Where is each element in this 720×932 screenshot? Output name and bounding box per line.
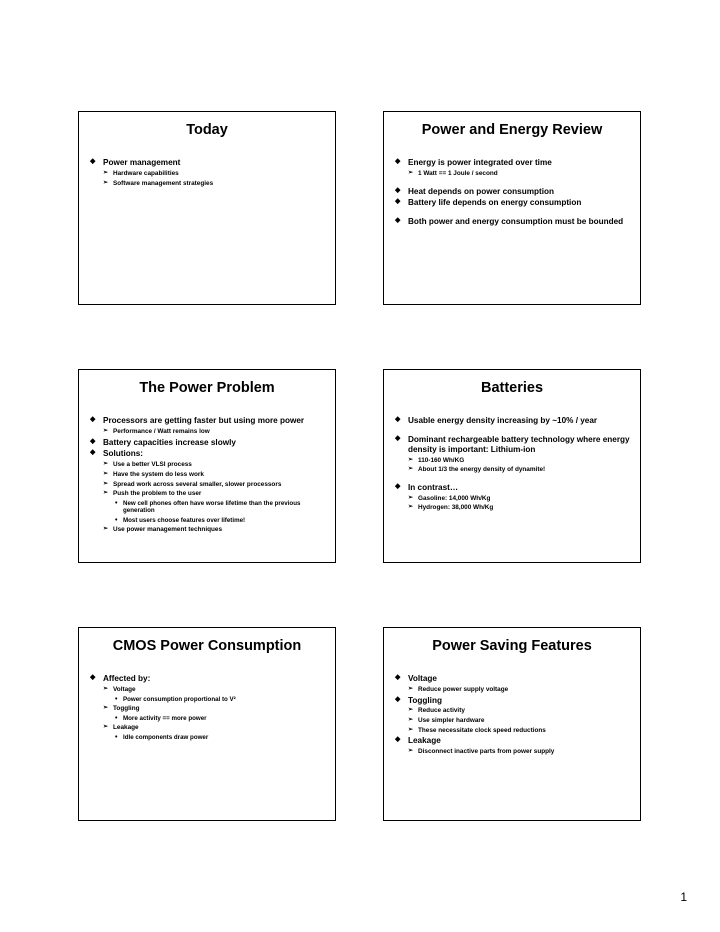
bullet-level-1: ◆ Both power and energy consumption must be bounded xyxy=(394,217,632,227)
slide-body xyxy=(89,672,327,741)
bullet-level-2: ➢ 110-160 Wh/KG xyxy=(394,457,632,465)
bullet-level-3: • Power consumption proportional to V² xyxy=(89,696,327,703)
bullet-level-2: ➢ Use simpler hardware xyxy=(394,717,632,725)
bullet-level-2: ➢ Toggling xyxy=(89,705,327,713)
bullet-level-2: ➢ Reduce activity xyxy=(394,707,632,715)
bullet-level-1: ◆ Power management xyxy=(89,158,327,168)
slide-body xyxy=(394,156,632,227)
slide-title: Power and Energy Review xyxy=(421,122,603,138)
bullet-level-1: ◆ Processors are getting faster but using more power xyxy=(89,416,327,426)
slide-title: The Power Problem xyxy=(139,380,275,396)
bullet-level-1: ◆ Dominant rechargeable battery technology where energy density is important: Lithium-ion xyxy=(394,435,632,455)
slide-the-power-problem xyxy=(78,369,336,563)
slide-body xyxy=(394,672,632,756)
bullet-level-1: ◆ Usable energy density increasing by ~10% / year xyxy=(394,416,632,426)
page-number: 1 xyxy=(680,890,687,904)
bullet-level-1: ◆ Toggling xyxy=(394,696,632,706)
slide-title: CMOS Power Consumption xyxy=(112,638,302,654)
bullet-level-3: • Idle components draw power xyxy=(89,734,327,741)
bullet-level-1: ◆ Voltage xyxy=(394,674,632,684)
slide-title: Batteries xyxy=(480,380,544,396)
bullet-level-1: ◆ Battery capacities increase slowly xyxy=(89,438,327,448)
slide-body xyxy=(89,414,327,534)
bullet-level-2: ➢ Voltage xyxy=(89,686,327,694)
slide-batteries xyxy=(383,369,641,563)
bullet-level-2: ➢ Reduce power supply voltage xyxy=(394,686,632,694)
slide-title: Power Saving Features xyxy=(432,638,592,654)
slide-today xyxy=(78,111,336,305)
bullet-level-1: ◆ In contrast… xyxy=(394,483,632,493)
bullet-level-2: ➢ Gasoline: 14,000 Wh/Kg xyxy=(394,495,632,503)
bullet-level-1: ◆ Affected by: xyxy=(89,674,327,684)
slide-power-saving-features xyxy=(383,627,641,821)
bullet-level-2: ➢ Push the problem to the user xyxy=(89,490,327,498)
bullet-level-2: ➢ Use a better VLSI process xyxy=(89,461,327,469)
bullet-level-2: ➢ 1 Watt == 1 Joule / second xyxy=(394,170,632,178)
bullet-level-2: ➢ Leakage xyxy=(89,724,327,732)
bullet-level-1: ◆ Heat depends on power consumption xyxy=(394,187,632,197)
bullet-level-1: ◆ Leakage xyxy=(394,736,632,746)
bullet-level-1: ◆ Energy is power integrated over time xyxy=(394,158,632,168)
bullet-level-2: ➢ About 1/3 the energy density of dynamite! xyxy=(394,466,632,474)
bullet-level-3: • More activity == more power xyxy=(89,715,327,722)
bullet-level-2: ➢ Spread work across several smaller, slower processors xyxy=(89,481,327,489)
bullet-level-1: ◆ Battery life depends on energy consumption xyxy=(394,198,632,208)
bullet-level-2: ➢ Use power management techniques xyxy=(89,526,327,534)
bullet-level-2: ➢ Software management strategies xyxy=(89,180,327,188)
bullet-level-2: ➢ Have the system do less work xyxy=(89,471,327,479)
bullet-level-3: • New cell phones often have worse lifetime than the previous generation xyxy=(89,500,327,515)
slide-cmos-power-consumption xyxy=(78,627,336,821)
bullet-level-2: ➢ Hydrogen: 38,000 Wh/Kg xyxy=(394,504,632,512)
bullet-level-3: • Most users choose features over lifetime! xyxy=(89,517,327,524)
slide-body xyxy=(394,414,632,512)
slide-title: Today xyxy=(186,122,228,138)
bullet-level-2: ➢ Disconnect inactive parts from power supply xyxy=(394,748,632,756)
slide-power-and-energy-review xyxy=(383,111,641,305)
bullet-level-2: ➢ Hardware capabilities xyxy=(89,170,327,178)
bullet-level-2: ➢ These necessitate clock speed reductions xyxy=(394,727,632,735)
slide-body xyxy=(89,156,327,187)
bullet-level-1: ◆ Solutions: xyxy=(89,449,327,459)
bullet-level-2: ➢ Performance / Watt remains low xyxy=(89,428,327,436)
